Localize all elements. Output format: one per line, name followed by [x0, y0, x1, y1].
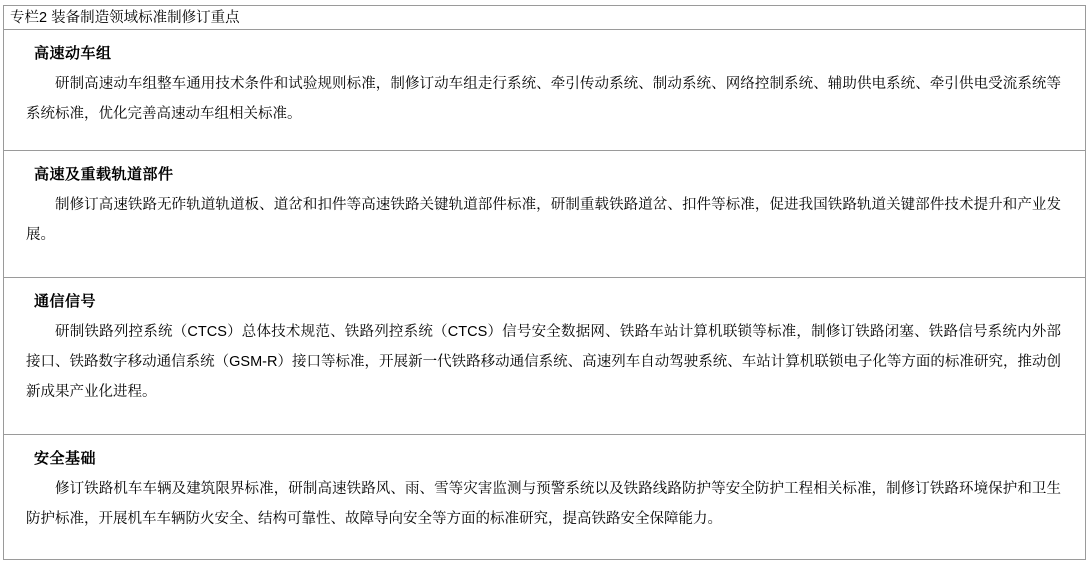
section-heading: 高速及重载轨道部件	[34, 166, 174, 183]
section-body: 研制高速动车组整车通用技术条件和试验规则标准，制修订动车组走行系统、牵引传动系统、制动系统、网络控制系统、辅助供电系统、牵引供电受流系统等系统标准，优化完善高速动车组相关标准。	[26, 76, 1061, 122]
section-heading: 安全基础	[34, 450, 97, 467]
section-heading: 通信信号	[34, 293, 97, 310]
section-list	[4, 30, 1085, 560]
section-body: 修订铁路机车车辆及建筑限界标准，研制高速铁路风、雨、雪等灾害监测与预警系统以及铁路线路防护等安全防护工程相关标准，制修订铁路环境保护和卫生防护标准，开展机车车辆防火安全、结构可靠性、故障导向安全等方面的标准研究，提高铁路安全保障能力。	[26, 481, 1061, 527]
section-item	[4, 277, 1085, 434]
section-item	[4, 30, 1085, 150]
section-body: 制修订高速铁路无砟轨道轨道板、道岔和扣件等高速铁路关键轨道部件标准，研制重载铁路道岔、扣件等标准，促进我国铁路轨道关键部件技术提升和产业发展。	[26, 197, 1061, 243]
section-body: 研制铁路列控系统（CTCS）总体技术规范、铁路列控系统（CTCS）信号安全数据网、铁路车站计算机联锁等标准，制修订铁路闭塞、铁路信号系统内外部接口、铁路数字移动通信系统（GSM-R）接口等标准，开展新一代铁路移动通信系统、高速列车自动驾驶系统、车站计算机联锁电子化等方面的标准研究，推动创新成果产业化进程。	[26, 324, 1061, 400]
section-heading: 高速动车组	[34, 45, 112, 62]
section-item	[4, 150, 1085, 277]
section-item	[4, 434, 1085, 560]
feature-box	[3, 5, 1086, 560]
box-title: 专栏2 装备制造领域标准制修订重点	[4, 6, 1085, 30]
